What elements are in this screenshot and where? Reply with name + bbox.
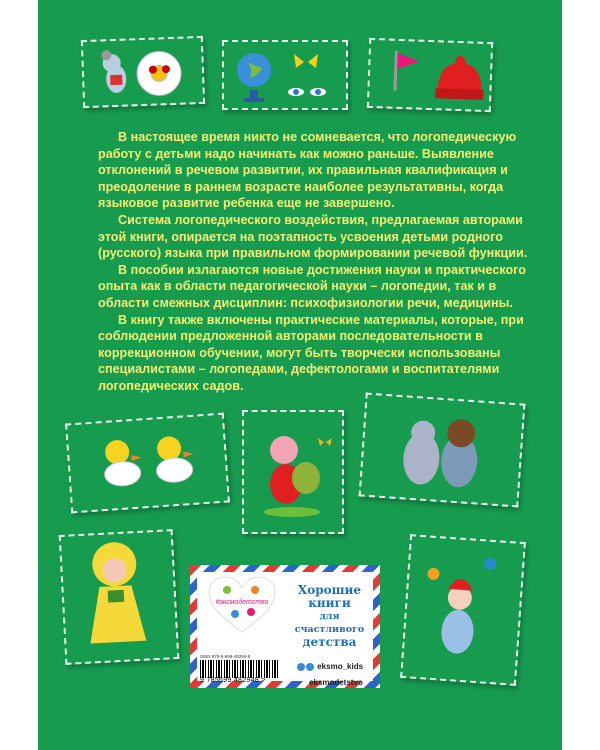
paragraph: Система логопедического воздействия, предлагаемая авторами этой книги, опирается на поэтапность усвоения детьми родного (русского) языка при правильном формировании речевой функции. xyxy=(98,212,528,261)
flag-hat-illustration xyxy=(369,40,491,110)
social-handle: eksmo_kids xyxy=(317,662,364,671)
hedgehogs-illustration xyxy=(361,395,524,506)
card-globe-butterfly xyxy=(222,40,348,110)
social-links xyxy=(297,662,363,671)
globe-butterfly-illustration xyxy=(224,42,346,108)
slogan-line: для счастливого xyxy=(294,611,365,635)
slogan-line: книги xyxy=(308,596,351,610)
publisher-label xyxy=(190,565,380,688)
mouse-daisy-illustration xyxy=(83,38,203,106)
piglet-illustration xyxy=(244,412,342,532)
hashtag-text: #эксмодетство xyxy=(215,599,269,606)
paragraph: В пособии излагаются новые достижения науки и практического опыта как в области педагогической науки – логопедии, так и в области смежных дисциплин: психофизиологии речи, медицины. xyxy=(98,262,526,310)
card-flag-hat xyxy=(367,38,493,112)
vk-icon xyxy=(297,663,305,671)
slogan-line: Хорошие xyxy=(297,583,362,597)
paragraph: В книгу также включены практические материалы, которые, при соблюдении предложенной авторами последовательности в коррекционном обучении, могут быть творчески использованы специалистами – логопедами, дефектологами и воспитателями логопедических садов. xyxy=(98,312,524,393)
card-ducklings xyxy=(65,413,230,514)
slogan-line: детства xyxy=(302,635,357,649)
card-hedgehogs xyxy=(359,393,526,508)
paragraph: В настоящее время никто не сомневается, что логопедическую работу с детьми надо начинать как можно раньше. Выявление отклонений в речевом развитии, их правильная квалификация и преодоление в раннем возрасте наиболее результативны, когда языковое развитие ребенка еще не завершено. xyxy=(98,130,517,211)
card-piglet xyxy=(242,410,344,534)
girl-illustration xyxy=(61,531,177,663)
barcode xyxy=(200,660,278,678)
isbn-text: ISBN 978-5-699-48294-8 xyxy=(200,654,251,659)
description-text xyxy=(98,129,528,395)
heart-logo xyxy=(207,576,277,634)
clown-illustration xyxy=(402,536,523,683)
card-mouse-daisy xyxy=(81,36,205,108)
telegram-icon xyxy=(306,663,314,671)
ducklings-illustration xyxy=(67,415,228,512)
site-handle: eksmodetstvo xyxy=(309,678,363,687)
slogan xyxy=(287,584,372,649)
card-clown xyxy=(400,534,526,686)
barcode-number: 9 785699 482948 > xyxy=(200,677,266,684)
card-girl xyxy=(59,529,180,665)
